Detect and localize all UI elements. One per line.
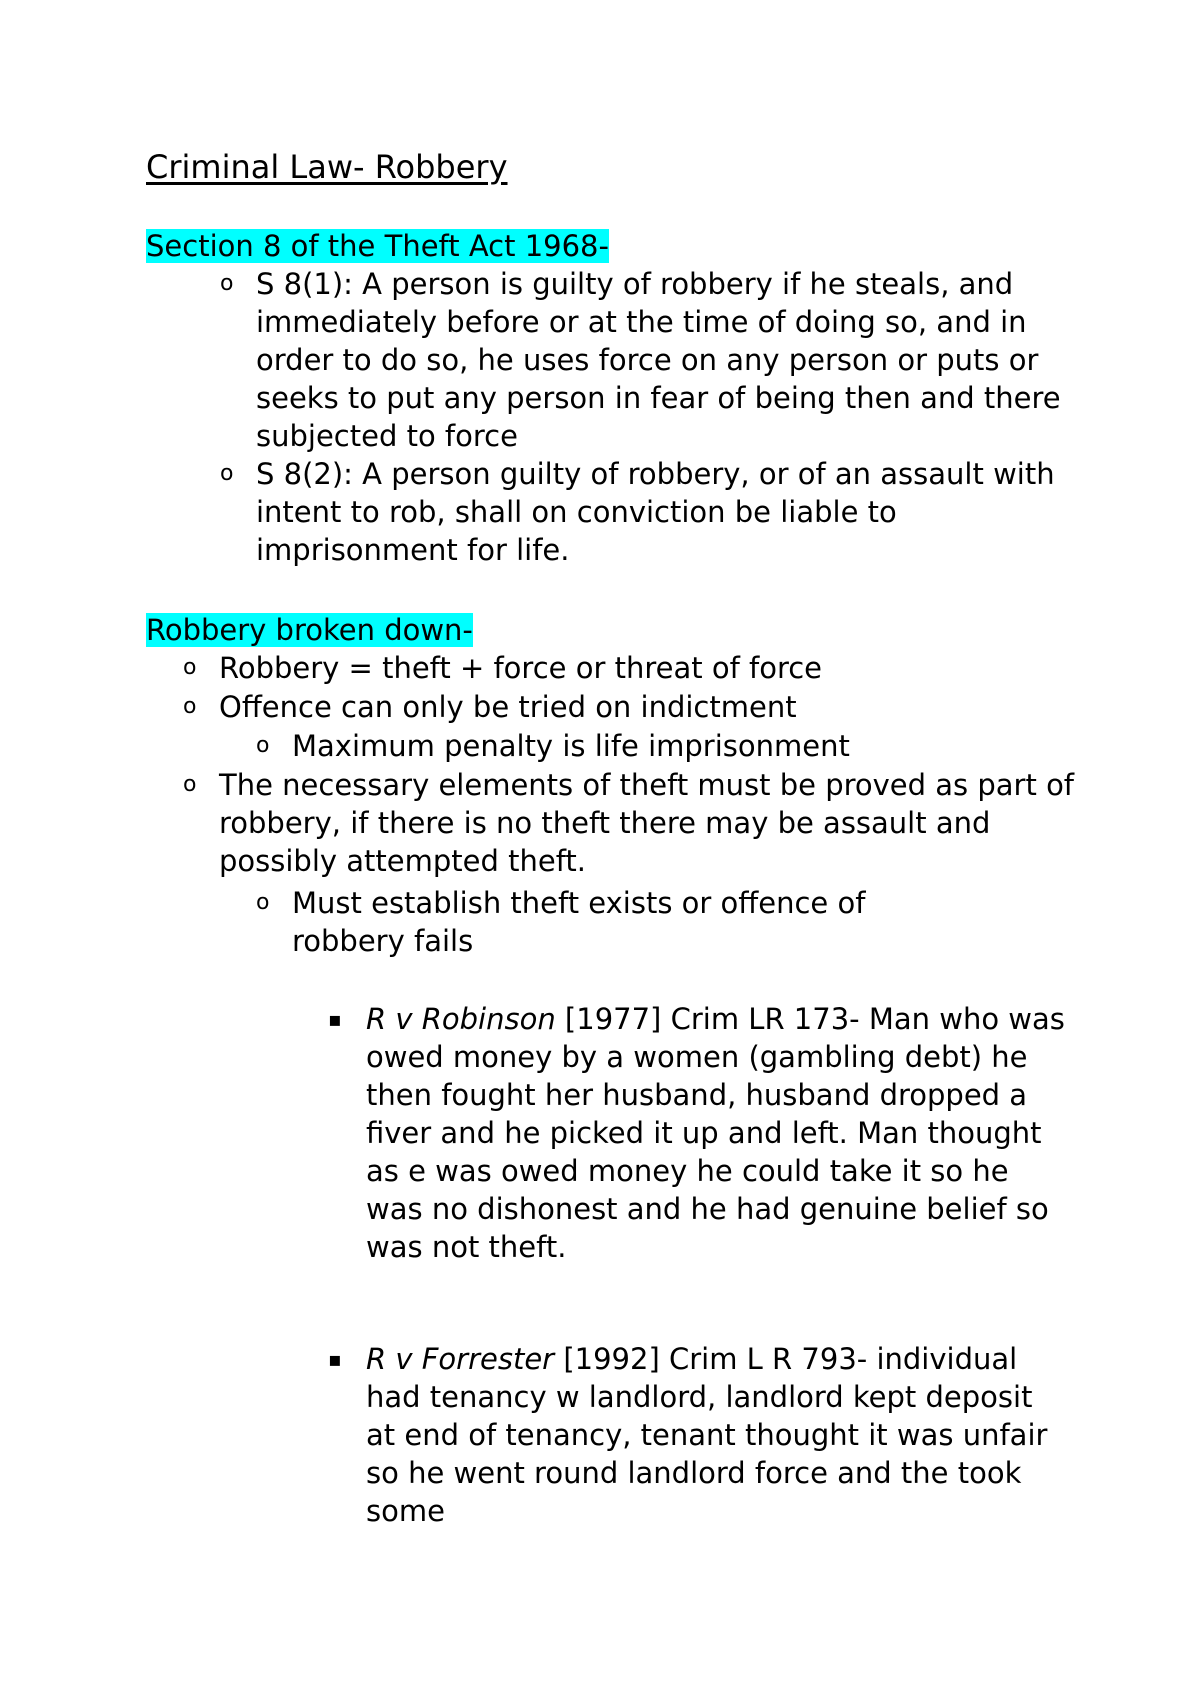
list-item-text: S 8(1): A person is guilty of robbery if he steals, and immediately before or at the time of doing so, and in order to do so, he uses force on any person or puts or seeks to put any person in fear of being then and there subjected to force	[256, 267, 1061, 453]
case-citation: [1977] Crim LR 173- Man who was owed money by a women (gambling debt) he then fought her husband, husband dropped a fiver and he picked it up and left. Man thought as e was owed money he could take it so he was no dishonest and he had genuine belief so was not theft.	[366, 1002, 1065, 1264]
circle-bullet-icon: o	[220, 271, 234, 296]
highlighted-heading: Robbery broken down-	[146, 613, 473, 647]
list-item	[183, 649, 1119, 687]
case-text	[366, 1000, 1066, 1266]
list-item-text: Offence can only be tried on indictment	[219, 690, 797, 724]
list-item	[220, 455, 1056, 569]
list-item-nested	[256, 727, 1092, 765]
list-item-text: Robbery = theft + force or threat of force	[219, 651, 823, 685]
page-title: Criminal Law- Robbery	[146, 148, 508, 186]
case-item	[328, 1000, 1066, 1266]
case-name: R v Robinson	[366, 1002, 556, 1036]
circle-bullet-icon: o	[183, 772, 197, 797]
square-bullet-icon: ▪	[328, 1007, 342, 1031]
case-citation: [1992] Crim L R 793- individual had tenancy w landlord, landlord kept deposit at end of tenancy, tenant thought it was unfair so he went round landlord force and the took some	[366, 1342, 1048, 1528]
list-item	[183, 766, 1079, 880]
circle-bullet-icon: o	[183, 694, 197, 719]
highlighted-heading: Section 8 of the Theft Act 1968-	[146, 229, 609, 263]
case-item	[328, 1340, 1066, 1530]
list-item	[220, 265, 1076, 455]
case-name: R v Forrester	[366, 1342, 555, 1376]
list-item-nested	[256, 884, 942, 960]
list-item-text: Must establish theft exists or offence of robbery fails	[292, 886, 866, 958]
list-item-text: The necessary elements of theft must be proved as part of robbery, if there is no theft there may be assault and possibly attempted theft.	[219, 768, 1075, 878]
circle-bullet-icon: o	[256, 733, 270, 758]
circle-bullet-icon: o	[220, 461, 234, 486]
section-heading-broken-down	[146, 611, 473, 649]
circle-bullet-icon: o	[183, 655, 197, 680]
list-item	[183, 688, 1119, 726]
section-heading-s8	[146, 227, 609, 265]
list-item-text: Maximum penalty is life imprisonment	[292, 729, 850, 763]
list-item-text: S 8(2): A person guilty of robbery, or of an assault with intent to rob, shall on conviction be liable to imprisonment for life.	[256, 457, 1055, 567]
case-text	[366, 1340, 1066, 1530]
circle-bullet-icon: o	[256, 890, 270, 915]
square-bullet-icon: ▪	[328, 1347, 342, 1371]
